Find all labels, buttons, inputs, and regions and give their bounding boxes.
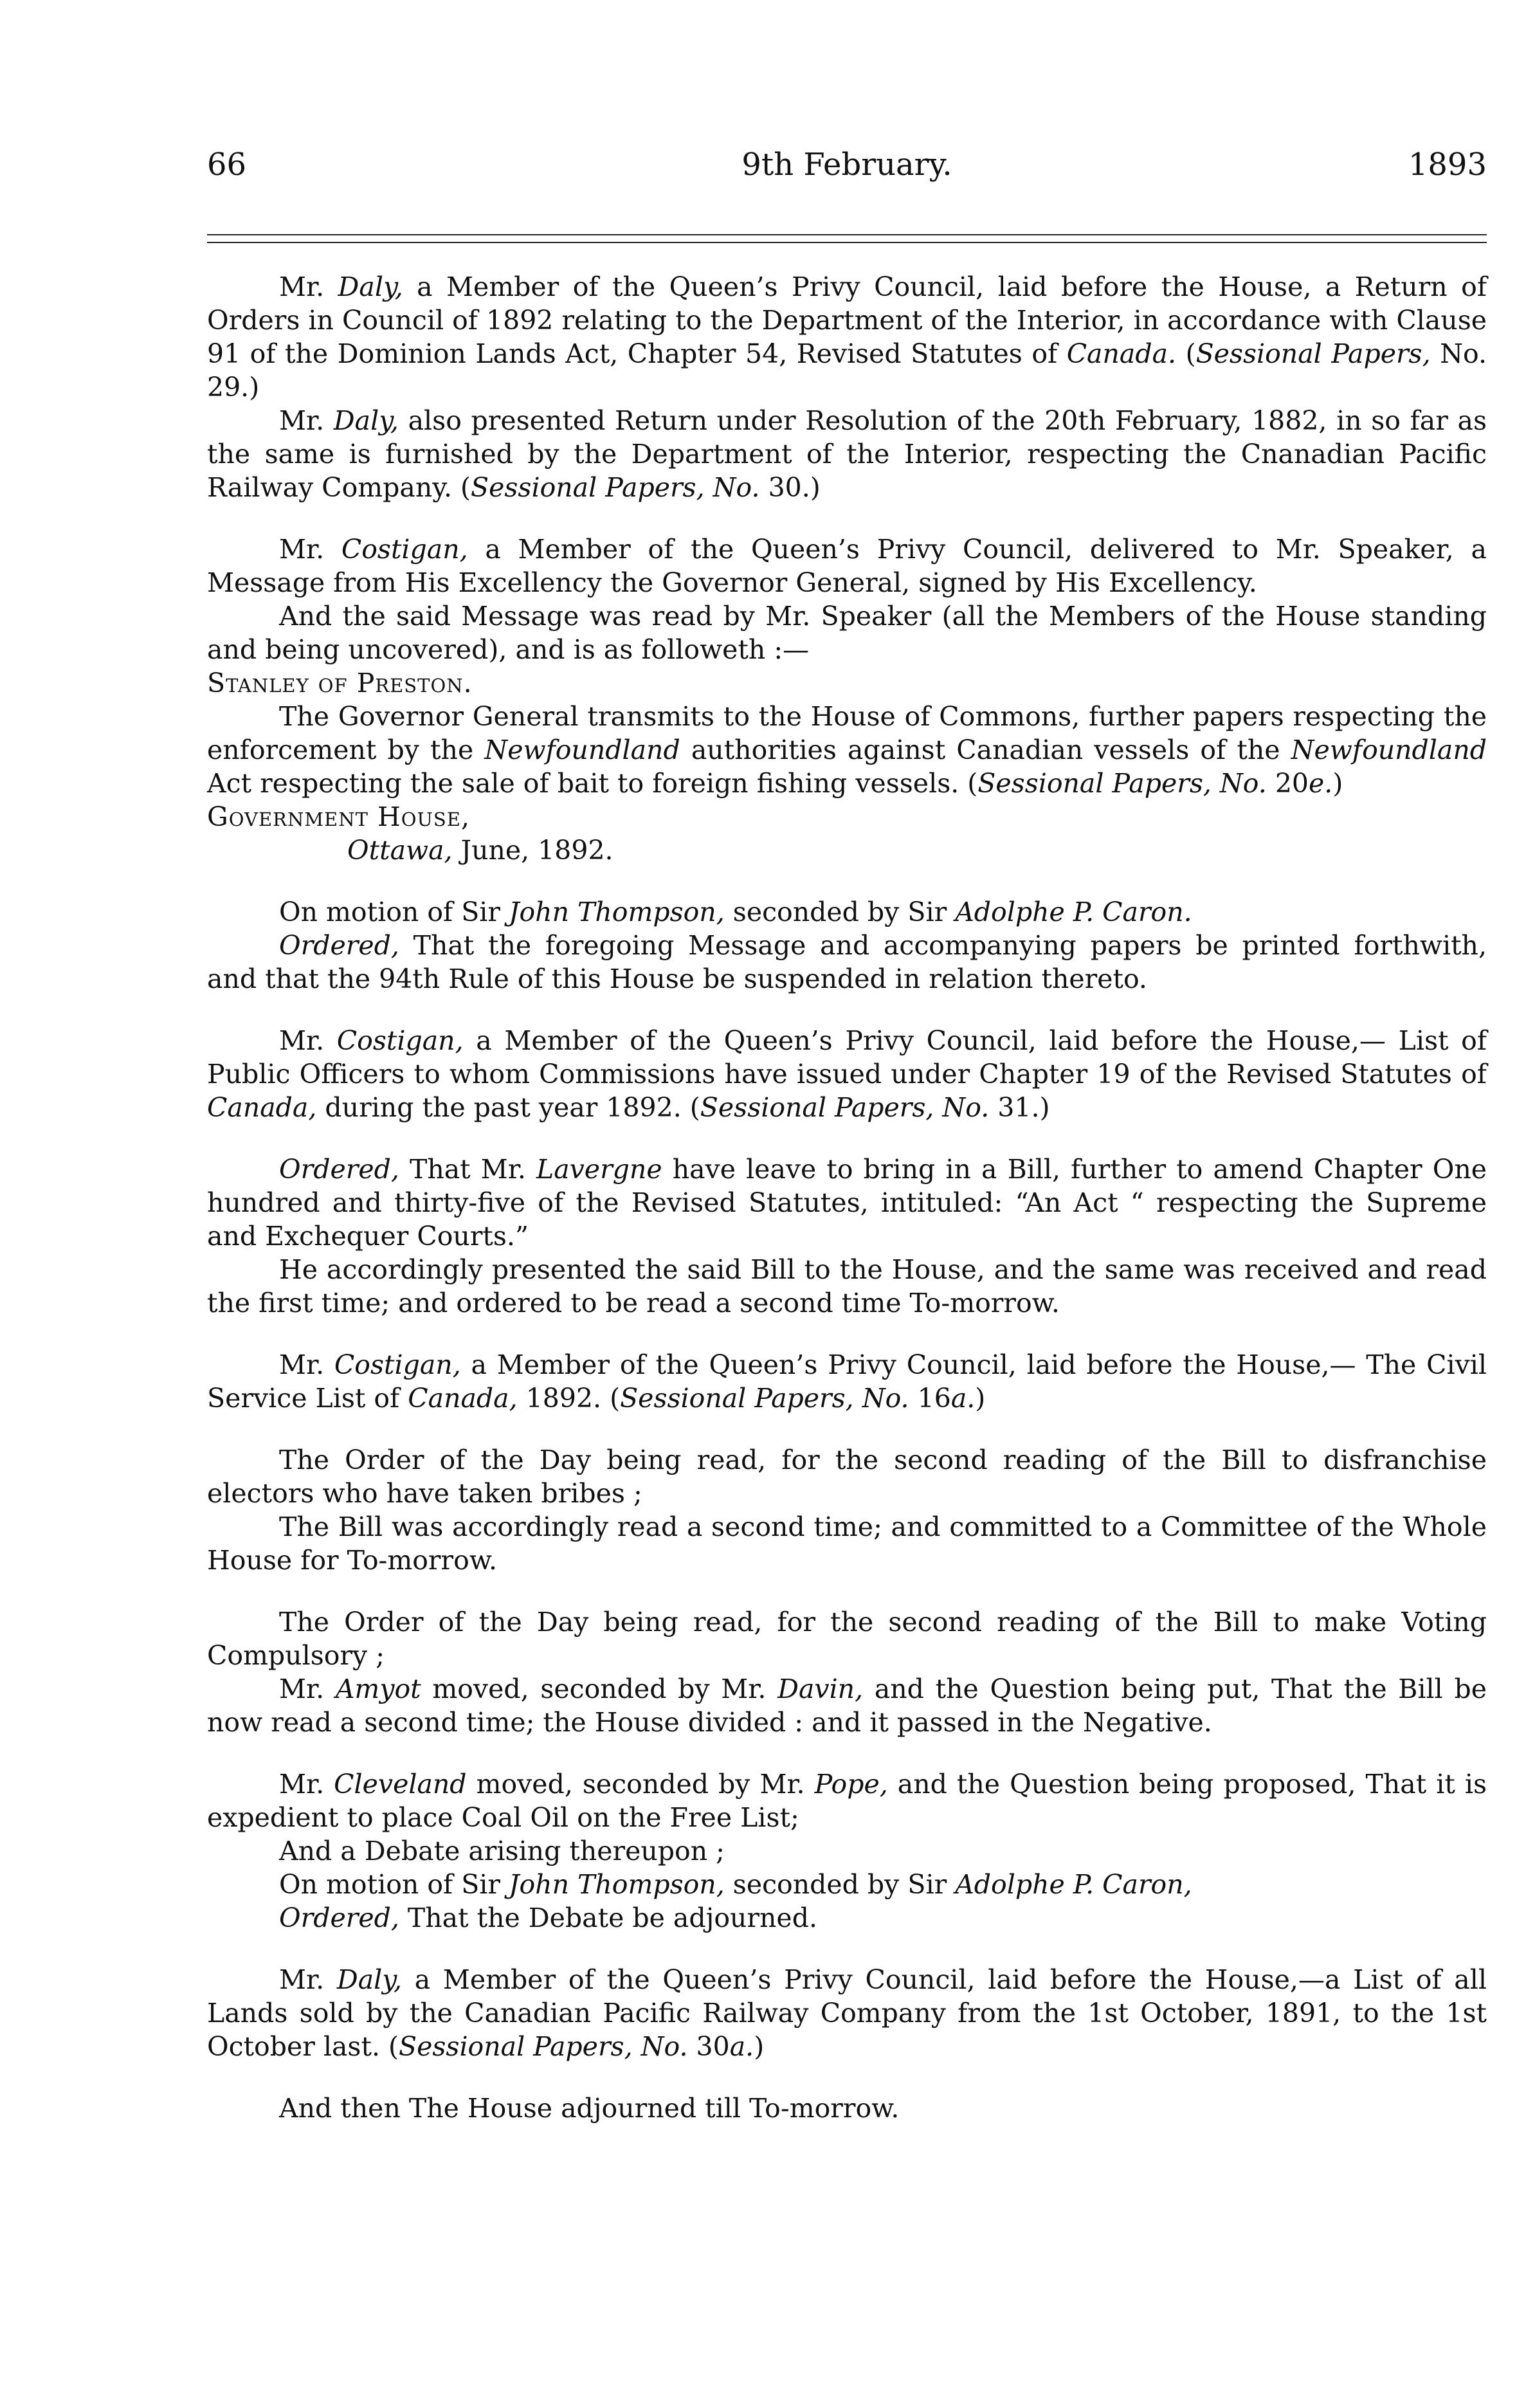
text-run: On motion of Sir [279,897,509,927]
text-run: 31.) [989,1092,1050,1123]
text-run: and the Question being proposed, That it is expedient to place Coal Oil on the Free List; [207,1769,1487,1833]
journal-paragraph [207,834,1487,867]
italic-text: Canada, [408,1383,518,1414]
text-run: have leave to bring in a Bill, further to amend Chapter One hundred and thirty-five of the Revised Statutes, intituled: “An Act “ respecting the Supreme and Exchequer Courts.” [207,1154,1487,1252]
text-run: a Member of the Queen’s Privy Council, laid before the House,—a List of all Lands sold by the Canadian Pacific Railway Company from the 1st October, 1891, to the 1st October last. ( [207,1964,1487,2062]
text-run: and the Question being put, That the Bill be now read a second time; the House divided : and it passed in the Negative. [207,1674,1487,1738]
italic-text: Sessional Papers, No. [977,768,1267,799]
italic-text: Daly, [336,1964,403,1995]
text-run: The Bill was accordingly read a second time; and committed to a Committee of the Whole House for To-morrow. [207,1511,1487,1576]
journal-paragraph [207,700,1487,800]
text-run: a Member of the Queen’s Privy Council, laid before the House,— List of Public Officers to whom Commissions have issued under Chapter 19 of the Revised Statutes of [207,1025,1487,1090]
journal-paragraph [207,1767,1487,1834]
text-run: a Member of the Queen’s Privy Council, delivered to Mr. Speaker, a Message from His Excellency the Governor General, signed by His Excellency. [207,534,1487,598]
text-run: No. 29.) [207,338,1487,403]
journal-paragraph [207,2092,1487,2125]
text-run: 1892. ( [517,1383,621,1414]
journal-paragraph [207,1963,1487,2063]
text-run: 20 [1266,768,1309,799]
text-run: Mr. [279,405,334,436]
italic-text: Sessional Papers, No. [471,472,760,503]
italic-text: Costigan, [336,1025,464,1056]
italic-text: Canada. [1066,338,1177,369]
italic-text: Daly, [333,405,399,436]
italic-text: John Thompson, [509,897,725,927]
text-run: seconded by Sir [724,1869,956,1900]
text-run: Mr. [279,1674,336,1704]
text-run: 16 [909,1383,951,1414]
journal-paragraph [207,1510,1487,1577]
italic-text: Ordered, [279,1154,399,1185]
italic-text: Ordered, [279,930,399,961]
text-run: 30.) [759,472,821,503]
journal-paragraph [207,1901,1487,1935]
text-run: during the past year 1892. ( [316,1092,700,1123]
italic-text: Pope, [814,1769,888,1800]
journal-paragraph [207,1834,1487,1868]
italic-text: Sessional Papers, No. [620,1383,909,1414]
italic-text: Canada, [207,1092,317,1123]
text-run: On motion of Sir [279,1869,509,1900]
journal-paragraph [207,929,1487,996]
text-run: That the foregoing Message and accompanying papers be printed forthwith, and that the 94th Rule of this House be suspended in relation thereto. [207,930,1487,994]
text-run: The Order of the Day being read, for the second reading of the Bill to make Voting Compulsory ; [207,1607,1487,1671]
text-run: Mr. [279,1964,337,1995]
text-run: moved, seconded by Mr. [466,1769,815,1800]
text-run: a Member of the Queen’s Privy Council, laid before the House,— The Civil Service List of [207,1349,1487,1414]
italic-text: Ottawa, [347,835,453,866]
text-run: a Member of the Queen’s Privy Council, laid before the House, a Return of Orders in Council of 1892 relating to the Department of the Interior, in accordance with Clause 91 of the Dominion Lands Act, Chapter 54, Revised Statutes of [207,271,1487,369]
header-rule-bottom [207,242,1487,243]
text-run: ( [1176,338,1196,369]
italic-text: e. [1309,768,1333,799]
text-run: June, 1892. [452,835,613,866]
italic-text: Adolphe P. Caron. [955,897,1192,927]
text-run: Act respecting the sale of bait to foreign fishing vessels. ( [207,768,978,799]
journal-paragraph [207,800,1487,834]
journal-paragraph [207,666,1487,700]
journal-paragraph [207,270,1487,404]
text-run: That Mr. [399,1154,536,1185]
italic-text: Sessional Papers, [1195,338,1431,369]
italic-text: Adolphe P. Caron, [955,1869,1192,1900]
text-run: The Order of the Day being read, for the second reading of the Bill to disfranchise electors who have taken bribes ; [207,1445,1487,1509]
italic-text: John Thompson, [509,1869,725,1900]
text-run: moved, seconded by Mr. [421,1674,778,1704]
text-run: ) [1332,768,1343,799]
journal-paragraph [207,1024,1487,1124]
italic-text: Sessional Papers, No. [700,1092,990,1123]
italic-text: Amyot [335,1674,421,1704]
italic-text: Newfoundland [484,734,680,765]
page-number: 66 [207,147,247,183]
journal-paragraph [207,1348,1487,1415]
page-year: 1893 [1408,147,1487,183]
italic-text: Costigan, [334,1349,461,1380]
header-rule-top [207,234,1487,235]
text-run: also presented Return under Resolution of the 20th February, 1882, in so far as the same is furnished by the Department of the Interior, respecting the Cnanadian Pacific Railway Company. ( [207,405,1487,503]
journal-paragraph [207,599,1487,666]
journal-paragraph [207,895,1487,929]
text-run: The Governor General transmits to the House of Commons, further papers respecting the enforcement by the [207,701,1487,765]
italic-text: a. [729,2031,754,2062]
italic-text: Costigan, [341,534,468,565]
text-run: That the Debate be adjourned. [399,1902,817,1933]
text-run: ) [975,1383,986,1414]
text-run: And the said Message was read by Mr. Speaker (all the Members of the House standing and being uncovered), and is as followeth :— [207,601,1487,665]
text-run: seconded by Sir [724,897,956,927]
small-caps-text: Stanley of Preston. [207,668,473,698]
italic-text: Cleveland [334,1769,467,1800]
journal-paragraph [207,1605,1487,1672]
text-run: Mr. [279,1769,334,1800]
journal-body [207,270,1487,2125]
text-run: Mr. [279,1025,337,1056]
italic-text: a. [950,1383,976,1414]
page-header [207,147,1487,192]
journal-paragraph [207,404,1487,504]
journal-paragraph [207,1153,1487,1253]
italic-text: Lavergne [536,1154,662,1185]
text-run: Mr. [279,1349,334,1380]
text-run: Mr. [279,534,341,565]
text-run: ) [754,2031,765,2062]
text-run: He accordingly presented the said Bill to the House, and the same was received and read the first time; and ordered to be read a second time To-morrow. [207,1254,1487,1318]
journal-paragraph [207,1868,1487,1901]
text-run: authorities against Canadian vessels of the [680,734,1291,765]
text-run: And then The House adjourned till To-morrow. [279,2093,900,2124]
text-run: Mr. [279,271,338,302]
italic-text: Davin, [777,1674,864,1704]
text-run: And a Debate arising thereupon ; [279,1836,725,1866]
page-date: 9th February. [741,147,952,183]
italic-text: Daly, [338,271,403,302]
journal-paragraph [207,533,1487,599]
journal-paragraph [207,1443,1487,1510]
italic-text: Sessional Papers, No. [399,2031,688,2062]
small-caps-text: Government House, [207,801,470,832]
journal-paragraph [207,1672,1487,1739]
italic-text: Newfoundland [1291,734,1487,765]
journal-paragraph [207,1253,1487,1320]
text-run: 30 [687,2031,730,2062]
italic-text: Ordered, [279,1902,399,1933]
